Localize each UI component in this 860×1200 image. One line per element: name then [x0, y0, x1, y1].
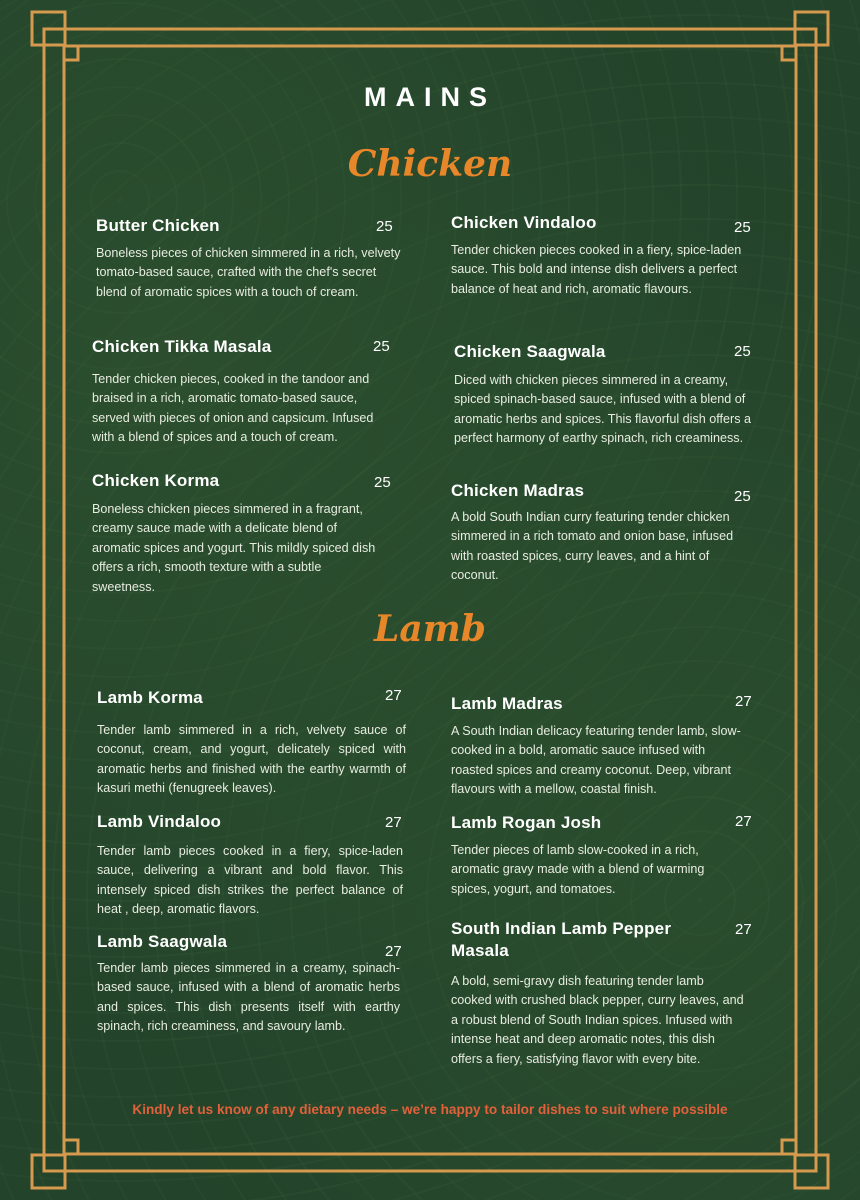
item-price: 25: [376, 218, 393, 235]
item-name: Lamb Saagwala: [97, 932, 228, 951]
item-description: A bold, semi-gravy dish featuring tender lamb cooked with crushed black pepper, curry leaves, and a robust blend of South Indian spices. Infused with intense heat and deep aromatic notes, this dish offers a fiery, satisfying flavor with every bite.: [451, 974, 744, 1066]
item-price: 27: [735, 921, 752, 938]
item-price: 25: [734, 488, 751, 505]
item-name: Lamb Madras: [451, 694, 563, 713]
item-price: 25: [374, 474, 391, 491]
dietary-note: Kindly let us know of any dietary needs – we’re happy to tailor dishes to suit where possible: [132, 1102, 728, 1117]
menu-item-lamb-rogan-josh: [451, 812, 752, 899]
item-name: Chicken Tikka Masala: [92, 337, 272, 356]
item-name: Lamb Korma: [97, 688, 203, 707]
section-heading-lamb: Lamb: [374, 608, 486, 650]
menu-item-chicken-tikka-masala: [92, 336, 390, 448]
item-description: Tender pieces of lamb slow-cooked in a rich, aromatic gravy made with a blend of warming spices, yogurt, and tomatoes.: [451, 843, 705, 896]
item-name: Lamb Vindaloo: [97, 812, 222, 831]
menu-item-chicken-korma: [92, 470, 391, 597]
item-name: Butter Chicken: [96, 216, 220, 235]
item-price: 27: [385, 943, 402, 960]
section-heading-chicken: Chicken: [347, 143, 513, 185]
menu-item-lamb-vindaloo: [97, 811, 403, 920]
item-description: Tender lamb simmered in a rich, velvety sauce of coconut, cream, and yogurt, delicately spiced with aromatic herbs and finished with the earthy warmth of kasuri methi (fenugreek leaves).: [97, 723, 406, 796]
menu-item-lamb-madras: [451, 693, 752, 800]
menu-item-butter-chicken: [96, 215, 402, 302]
item-description: Tender lamb pieces cooked in a fiery, spice-laden sauce, delivering a vibrant and bold flavor. This intensely spiced dish strikes the perfect balance of heat , deep, aromatic flavors.: [97, 844, 403, 917]
menu-item-chicken-vindaloo: [451, 212, 761, 299]
item-description: Diced with chicken pieces simmered in a creamy, spiced spinach-based sauce, infused with a blend of aromatic herbs and spices. This flavorful dish offers a perfect harmony of earthy spinach, rich creaminess.: [454, 373, 752, 446]
item-price: 27: [735, 693, 752, 710]
item-description: Tender lamb pieces simmered in a creamy, spinach-based sauce, infused with a blend of aromatic herbs and spices. This dish presents itself with earthy spinach, rich creaminess, and savoury lamb.: [97, 961, 400, 1034]
item-name: Chicken Saagwala: [454, 342, 606, 361]
menu-item-chicken-saagwala: [454, 341, 754, 449]
item-name: Chicken Vindaloo: [451, 213, 597, 232]
item-price: 25: [373, 338, 390, 355]
item-description: A bold South Indian curry featuring tender chicken simmered in a rich tomato and onion base, infused with roasted spices, curry leaves, and a hint of coconut.: [451, 510, 734, 583]
item-price: 25: [734, 219, 751, 236]
page-title: MAINS: [364, 82, 496, 112]
item-name: South Indian Lamb Pepper Masala: [451, 919, 672, 960]
menu-item-south-indian-lamb-pepper-masala: [451, 918, 752, 1069]
item-name: Chicken Madras: [451, 481, 585, 500]
item-price: 27: [385, 687, 402, 704]
menu-item-lamb-saagwala: [97, 931, 400, 1037]
item-name: Lamb Rogan Josh: [451, 813, 602, 832]
item-description: A South Indian delicacy featuring tender lamb, slow-cooked in a bold, aromatic sauce infused with roasted spices and creamy coconut. Deep, vibrant flavours with a mellow, coastal finish.: [451, 724, 741, 797]
item-description: Boneless pieces of chicken simmered in a rich, velvety tomato-based sauce, crafted with the chef's secret blend of aromatic spices with a touch of cream.: [96, 246, 401, 299]
menu-item-lamb-korma: [97, 687, 406, 799]
item-price: 27: [385, 814, 402, 831]
item-price: 25: [734, 343, 751, 360]
item-description: Tender chicken pieces, cooked in the tandoor and braised in a rich, aromatic tomato-based sauce, served with pieces of onion and capsicum. Infused with a blend of spices and a touch of cream.: [92, 372, 374, 445]
item-description: Boneless chicken pieces simmered in a fragrant, creamy sauce made with a delicate blend of aromatic spices and yogurt. This mildly spiced dish offers a rich, smooth texture with a subtle sweetness.: [92, 502, 376, 594]
item-price: 27: [735, 813, 752, 830]
menu-item-chicken-madras: [451, 480, 751, 586]
item-description: Tender chicken pieces cooked in a fiery, spice-laden sauce. This bold and intense dish delivers a perfect balance of heat and rich, aromatic flavours.: [451, 243, 742, 296]
item-name: Chicken Korma: [92, 471, 220, 490]
